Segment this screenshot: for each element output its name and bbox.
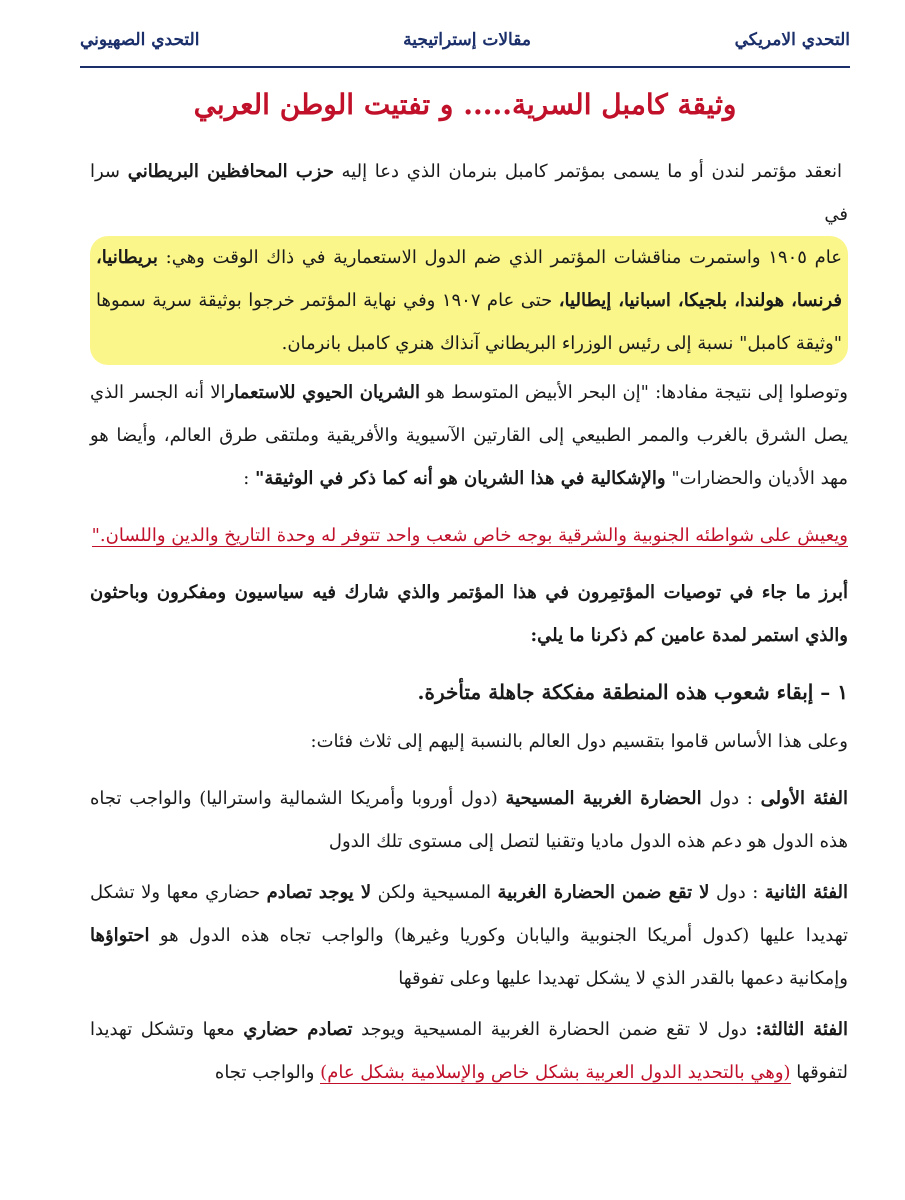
emphasis-text: احتواؤها [90,925,150,946]
header-left-label: التحدي الصهيوني [80,30,200,50]
emphasis-text: الحضارة الغربية المسيحية [505,788,702,809]
paragraph-recommendations: أبرز ما جاء في توصيات المؤتمِرون في هذا المؤتمر والذي شارك فيه سياسيون ومفكرون وباحثون والذي استمر لمدة عامين كم ذكرنا ما يلي: [90,582,848,646]
text-segment: عام ١٩٠٥ واستمرت مناقشات المؤتمر الذي ضم الدول الاستعمارية في ذاك الوقت وهي: [165,247,842,268]
header-right-label: التحدي الامريكي [734,30,850,50]
category-label: الفئة الأولى [760,788,848,809]
category-second [90,871,848,1000]
paragraph-intro [90,150,848,365]
countries-list: بريطانيا، فرنسا، هولندا، بلجيكا، اسبانيا، إيطاليا، [96,247,843,311]
highlighted-red-text: (وهي بالتحديد الدول العربية بشكل خاص والإسلامية بشكل عام) [320,1062,791,1083]
text-segment: وإمكانية دعمها بالقدر الذي لا يشكل تهديدا عليها وعلى تفوقها [398,968,848,989]
text-segment: المسيحية ولكن [377,882,491,903]
categories-list [90,777,848,1094]
paragraph-categories-intro: وعلى هذا الأساس قاموا بتقسيم دول العالم بالنسبة إليهم إلى ثلاث فئات: [310,731,848,752]
paragraph-conclusion [90,371,848,500]
article-title: وثيقة كامبل السرية..... و تفتيت الوطن العربي [193,88,737,121]
category-first [90,777,848,863]
emphasis-text: لا يوجد تصادم [266,882,372,903]
category-third [90,1008,848,1094]
header-divider [80,66,850,68]
category-label: الفئة الثانية [764,882,848,903]
text-segment: معها وتشكل تهديدا لتفوقها [90,1019,848,1083]
emphasis-text: الشريان الحيوي للاستعمار [225,382,420,403]
intro-line [90,161,848,225]
recommendation-item-1: ١ – إبقاء شعوب هذه المنطقة مفككة جاهلة متأخرة. [417,680,848,704]
text-segment: انعقد مؤتمر لندن أو ما يسمى بمؤتمر كامبل بنرمان الذي دعا إليه [341,161,842,182]
party-name: حزب المحافظين البريطاني [127,161,334,182]
text-segment: دول لا تقع ضمن الحضارة الغربية المسيحية ويوجد [361,1019,748,1040]
emphasis-text: والإشكالية في هذا الشريان هو أنه كما ذكر في الوثيقة" [255,468,666,489]
text-segment: (دول أوروبا وأمريكا الشمالية واستراليا) والواجب تجاه هذه الدول هو دعم هذه الدول ماديا وتقنيا لتصل إلى مستوى تلك الدول [90,788,848,852]
highlighted-passage [90,236,848,365]
emphasis-text: لا تقع ضمن الحضارة الغربية [497,882,710,903]
text-segment: بوثيقة سرية سموها "وثيقة كامبل" نسبة إلى رئيس الوزراء البريطاني آنذاك هنري كامبل بانرمان. [96,290,842,354]
text-segment: وتوصلوا إلى نتيجة مفادها: "إن البحر الأبيض المتوسط هو [426,382,848,403]
text-segment: الا أنه الجسر الذي يصل الشرق بالغرب والممر الطبيعي إلى القارتين الآسيوية والأفريقية وملتقى طرق العالم، وأيضا هو مهد الأديان والحضارات" [90,382,848,489]
text-segment: سرا في [90,161,848,225]
article-body [90,150,848,1102]
text-segment: حضاري معها ولا تشكل تهديدا عليها (كدول أمريكا الجنوبية واليابان وكوريا وغيرها) والواجب تجاه هذه الدول هو [90,882,848,946]
text-segment: حتى عام ١٩٠٧ وفي نهاية المؤتمر خرجوا [248,290,553,311]
document-quote: ويعيش على شواطئه الجنوبية والشرقية بوجه خاص شعب واحد تتوفر له وحدة التاريخ والدين واللسان." [91,525,848,546]
category-label: الفئة الثالثة: [755,1019,848,1040]
page-header [80,22,850,58]
text-segment: : دول [715,882,759,903]
emphasis-text: تصادم حضاري [243,1019,353,1040]
text-segment: والواجب تجاه [214,1062,315,1083]
text-segment: : [243,468,250,489]
text-segment: : دول [709,788,753,809]
quote-paragraph [90,514,848,557]
header-center-label: مقالات إستراتيجية [403,30,531,50]
